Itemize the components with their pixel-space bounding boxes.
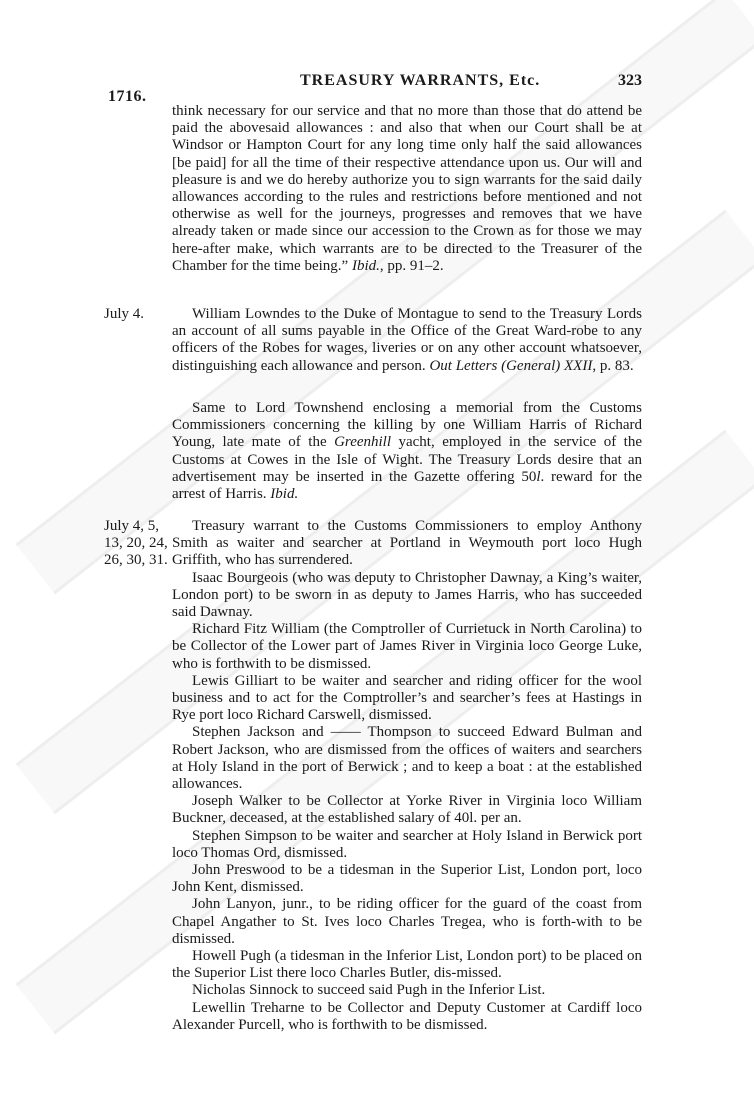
date-line: 13, 20, 24, xyxy=(104,535,168,552)
warrant-item: Howell Pugh (a tidesman in the Inferior List, London port) to be placed on the Superior List there loco Charles Butler, dis-missed. xyxy=(172,948,642,982)
warrant-item: Stephen Simpson to be waiter and searcher at Holy Island in Berwick port loco Thomas Ord, dismissed. xyxy=(172,827,642,861)
warrant-item: John Lanyon, junr., to be riding officer for the guard of the coast from Chapel Angather to St. Ives loco Charles Tregea, who is forth-with to be dismissed. xyxy=(172,896,642,947)
running-year: 1716. xyxy=(108,88,147,105)
date-line: July 4, 5, xyxy=(104,518,160,534)
date-line: 26, 30, 31. xyxy=(104,552,168,569)
continuation-ref: Ibid. xyxy=(351,257,380,274)
warrant-item: Isaac Bourgeois (who was deputy to Christopher Dawnay, a King’s waiter, London port) to be sworn in as deputy to James Harris, who has succeeded said Dawnay. xyxy=(172,569,642,621)
warrant-item: Lewis Gilliart to be waiter and searcher and riding officer for the wool business and to act for the Comptroller’s and searcher’s fees at Hastings in Rye port loco Richard Carswell, dismissed. xyxy=(172,672,642,724)
ship-name: Greenhill xyxy=(334,434,392,451)
page-number: 323 xyxy=(618,72,642,89)
continuation-ref-pages: , pp. 91–2. xyxy=(379,257,444,274)
warrant-intro: Treasury warrant to the Customs Commissioners to employ Anthony Smith as waiter and searcher at Portland in Weymouth port loco Hugh Griffith, who has surrendered. xyxy=(172,518,642,569)
warrant-item: Lewellin Treharne to be Collector and Deputy Customer at Cardiff loco Alexander Purcell, who is forthwith to be dismissed. xyxy=(172,999,642,1033)
entry-text: yacht, employed in the service of the Customs at Cowes in the Isle of Wight. The Treasury Lords desire that an advertisement may be inserted in the Gazette offering 50 xyxy=(172,434,643,485)
warrant-item: Stephen Jackson and —— Thompson to succeed Edward Bulman and Robert Jackson, who are dismissed from the offices of waiters and searchers at Holy Island in the port of Berwick ; and to keep a boat : at the established allowances. xyxy=(172,724,642,793)
entry-ref-pages: , p. 83. xyxy=(592,357,634,374)
pound-mark: l xyxy=(536,468,541,485)
entry-ref: Out Letters (General) XXII xyxy=(429,357,593,374)
continuation-text: think necessary for our service and that no more than those that do attend be paid the abovesaid allowances : and also that when our Court shall be at Windsor or Hampton Court for any long time only half the said allowances [be paid] for all the time of their respective attendance upon us. Our will and pleasure is and we do hereby authorize you to sign warrants for the said daily allowances according to the rules and restrictions before mentioned and not otherwise as well for the journeys, progresses and removes that we have already taken or made since our accession to the Crown as for those we may here-after make, which warrants are to be directed to the Treasurer of the Chamber for the time being.” xyxy=(172,103,642,274)
entry-text: Same to Lord Townshend enclosing a memorial from the Customs Commissioners concerning the killing by one William Harris of Richard Young, late mate of the xyxy=(172,400,642,451)
warrant-item: Nicholas Sinnock to succeed said Pugh in the Inferior List. xyxy=(192,982,546,999)
entry-townshend xyxy=(172,400,642,503)
continuation-paragraph xyxy=(172,103,642,275)
running-title: TREASURY WARRANTS, Etc. xyxy=(300,72,541,89)
warrant-item: Richard Fitz William (the Comptroller of Currietuck in North Carolina) to be Collector of the Lower part of James River in Virginia loco George Luke, who is forthwith to be dismissed. xyxy=(172,621,642,672)
warrant-item: John Preswood to be a tidesman in the Superior List, London port, loco John Kent, dismissed. xyxy=(172,862,642,896)
entry-ref: Ibid. xyxy=(270,486,299,503)
entry-text: . reward for the arrest of Harris. xyxy=(172,468,642,503)
entry-text: William Lowndes to the Duke of Montague to send to the Treasury Lords an account of all sums payable in the Office of the Great Ward-robe to any officers of the Robes for wages, liveries or on any other account whatsoever, distinguishing each allowance and person. xyxy=(172,306,642,374)
warrants-list xyxy=(172,518,642,1034)
entry-date: July 4. xyxy=(104,306,145,322)
entry-lowndes-montague xyxy=(172,306,642,375)
warrant-item: Joseph Walker to be Collector at Yorke River in Virginia loco William Buckner, deceased, at the established salary of 40l. per an. xyxy=(172,793,642,827)
warrants-dates xyxy=(104,518,168,570)
